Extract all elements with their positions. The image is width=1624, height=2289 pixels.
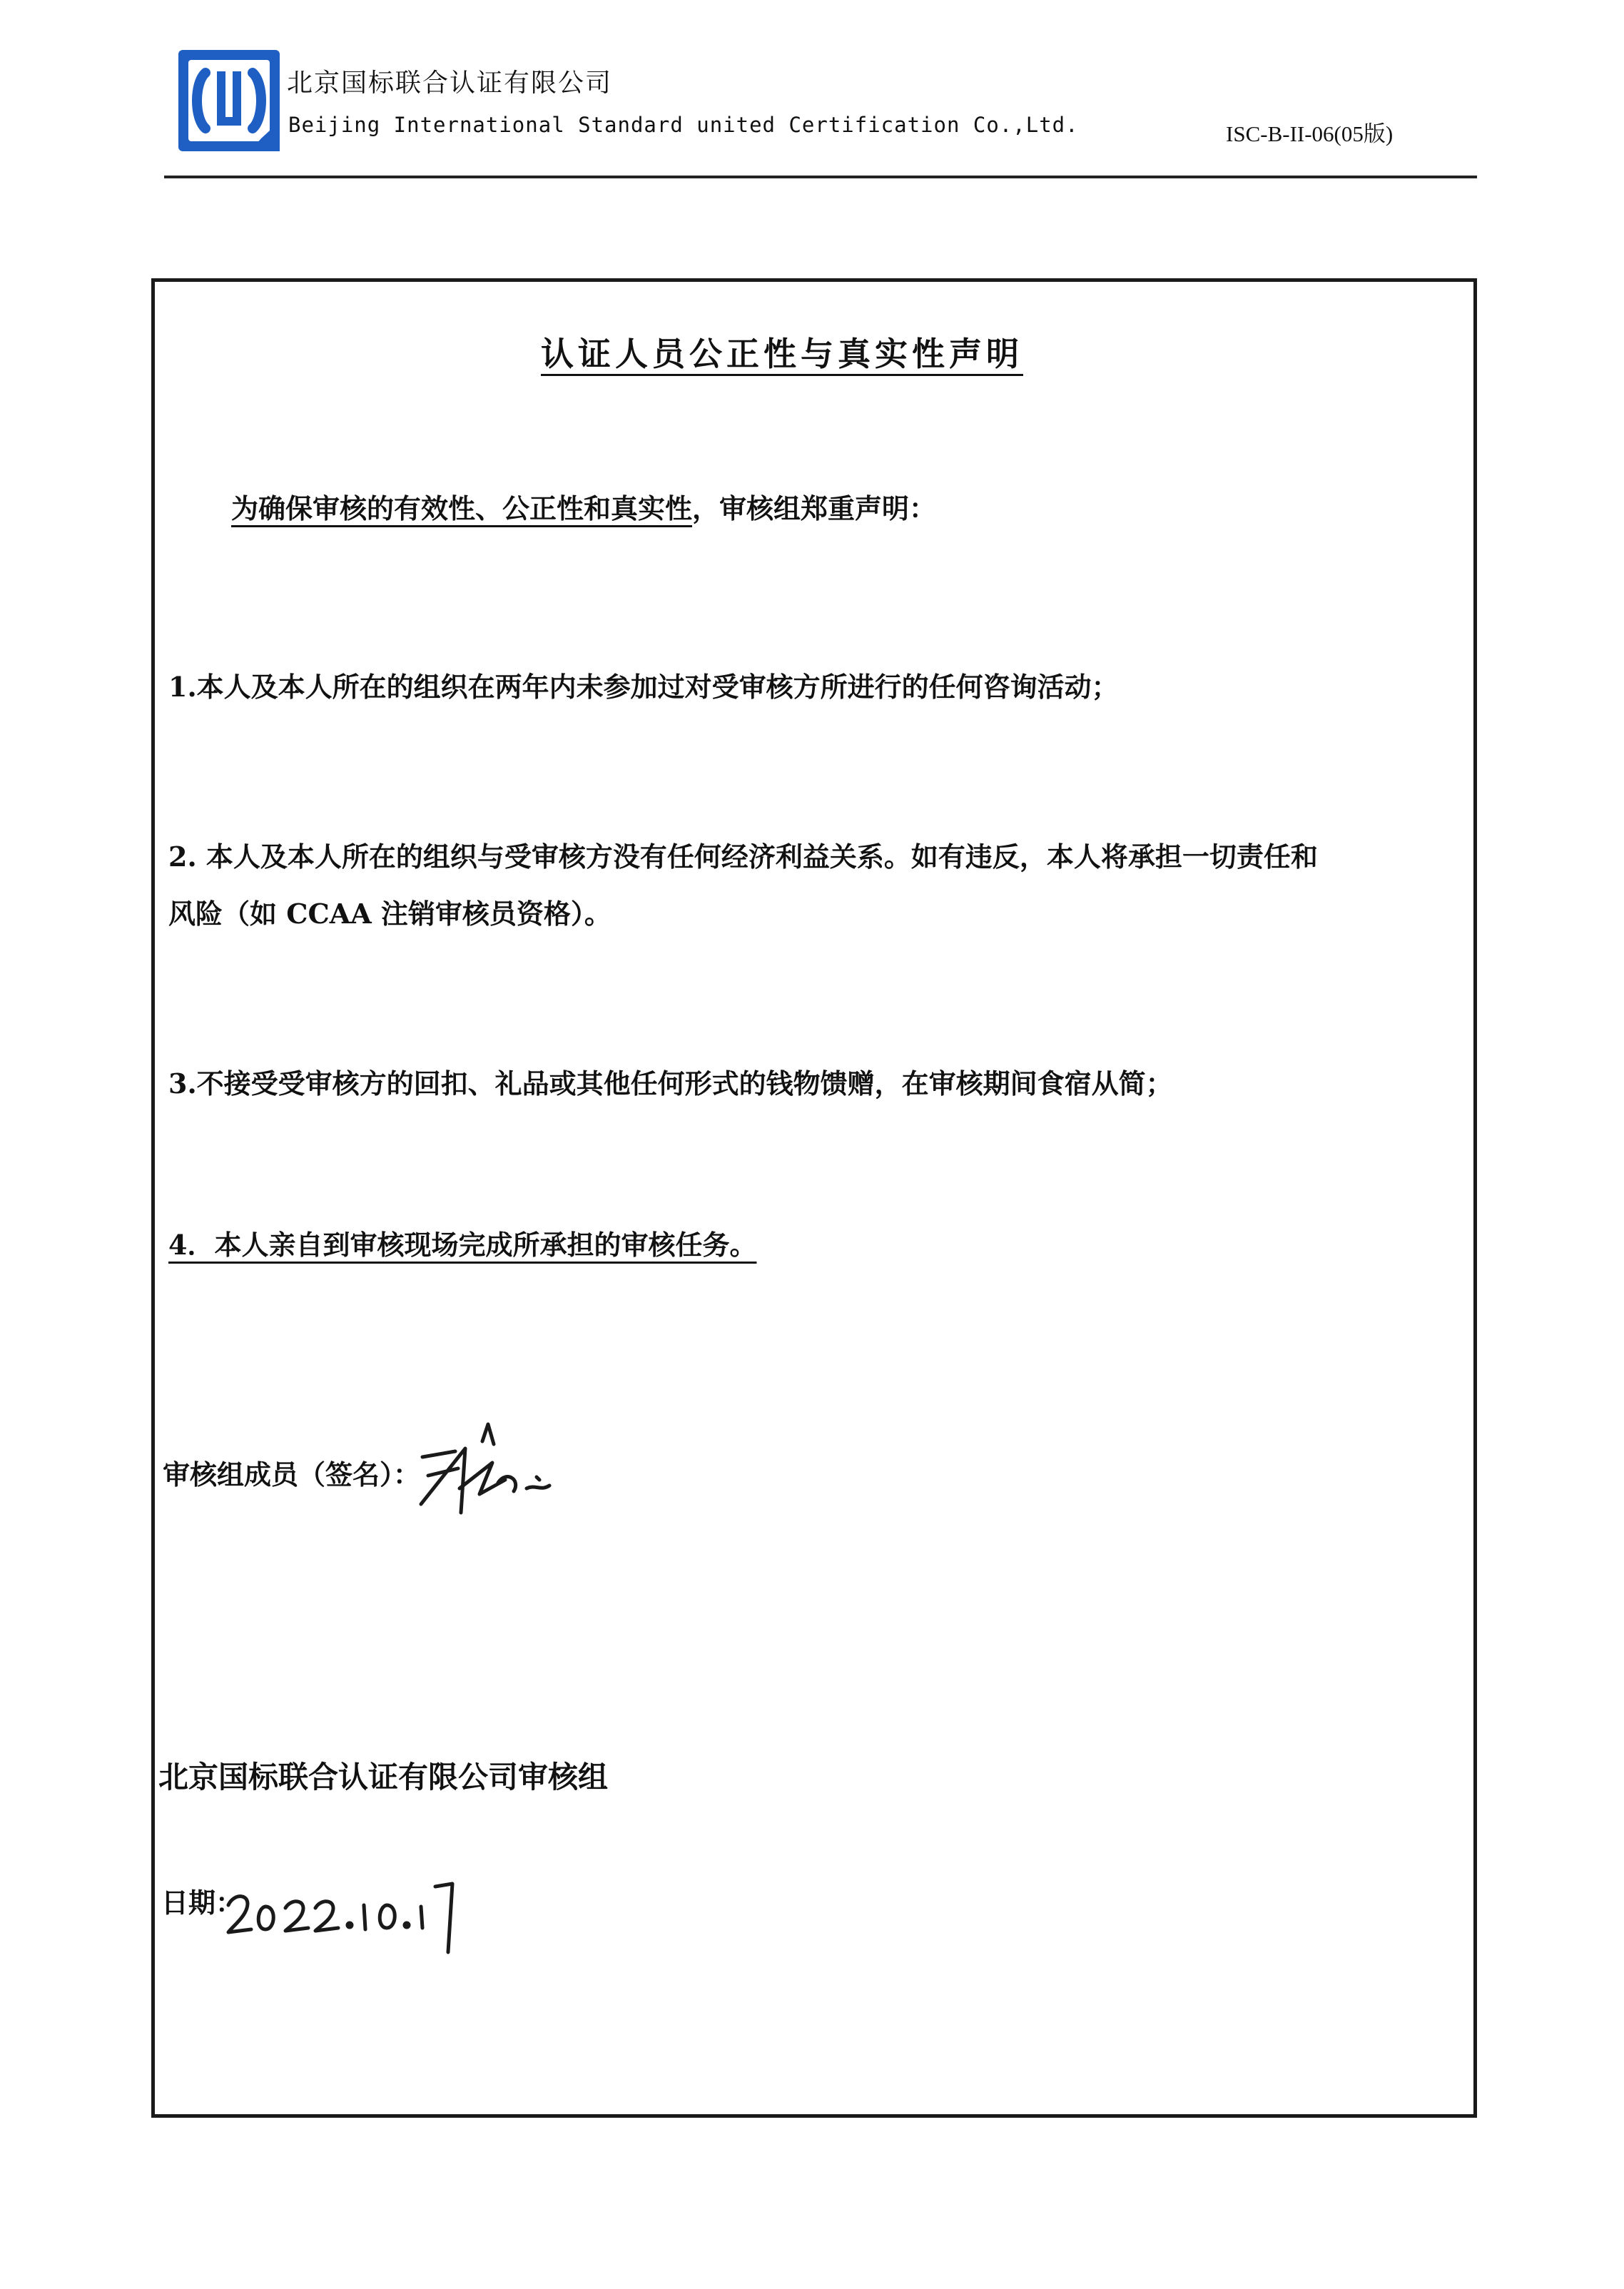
handwritten-date (223, 1855, 465, 1962)
intro-underlined-text: 为确保审核的有效性、公正性和真实性 (231, 492, 693, 524)
clause-1: 1.本人及本人所在的组织在两年内未参加过对受审核方所进行的任何咨询活动； (168, 671, 1119, 703)
company-logo-icon (176, 47, 283, 154)
header-divider (164, 176, 1477, 178)
clause-2-line-1: 2. 本人及本人所在的组织与受审核方没有任何经济利益关系。如有违反，本人将承担一切责任和 (168, 841, 1318, 873)
clause-4: 4．本人亲自到审核现场完成所承担的审核任务。 (168, 1229, 757, 1261)
company-name-en: Beijing International Standard united Certification Co.,Ltd. (288, 113, 1079, 137)
document-title: 认证人员公正性与真实性声明 (541, 335, 1023, 373)
clause-3: 3.不接受受审核方的回扣、礼品或其他任何形式的钱物馈赠，在审核期间食宿从简； (168, 1067, 1173, 1100)
declaration-frame (151, 278, 1477, 2118)
audit-team-organization: 北京国标联合认证有限公司审核组 (158, 1760, 609, 1795)
clause-2-line-2: 风险（如 CCAA 注销审核员资格）。 (168, 898, 611, 930)
intro-statement (231, 487, 936, 526)
handwritten-signature (414, 1420, 564, 1527)
intro-rest-text: ，审核组郑重声明： (692, 492, 937, 524)
document-code: ISC-B-II-06(05版) (1226, 121, 1394, 146)
members-signature-label: 审核组成员（签名）： (163, 1458, 421, 1491)
date-label: 日期： (161, 1887, 243, 1919)
company-name-cn: 北京国标联合认证有限公司 (287, 68, 613, 98)
